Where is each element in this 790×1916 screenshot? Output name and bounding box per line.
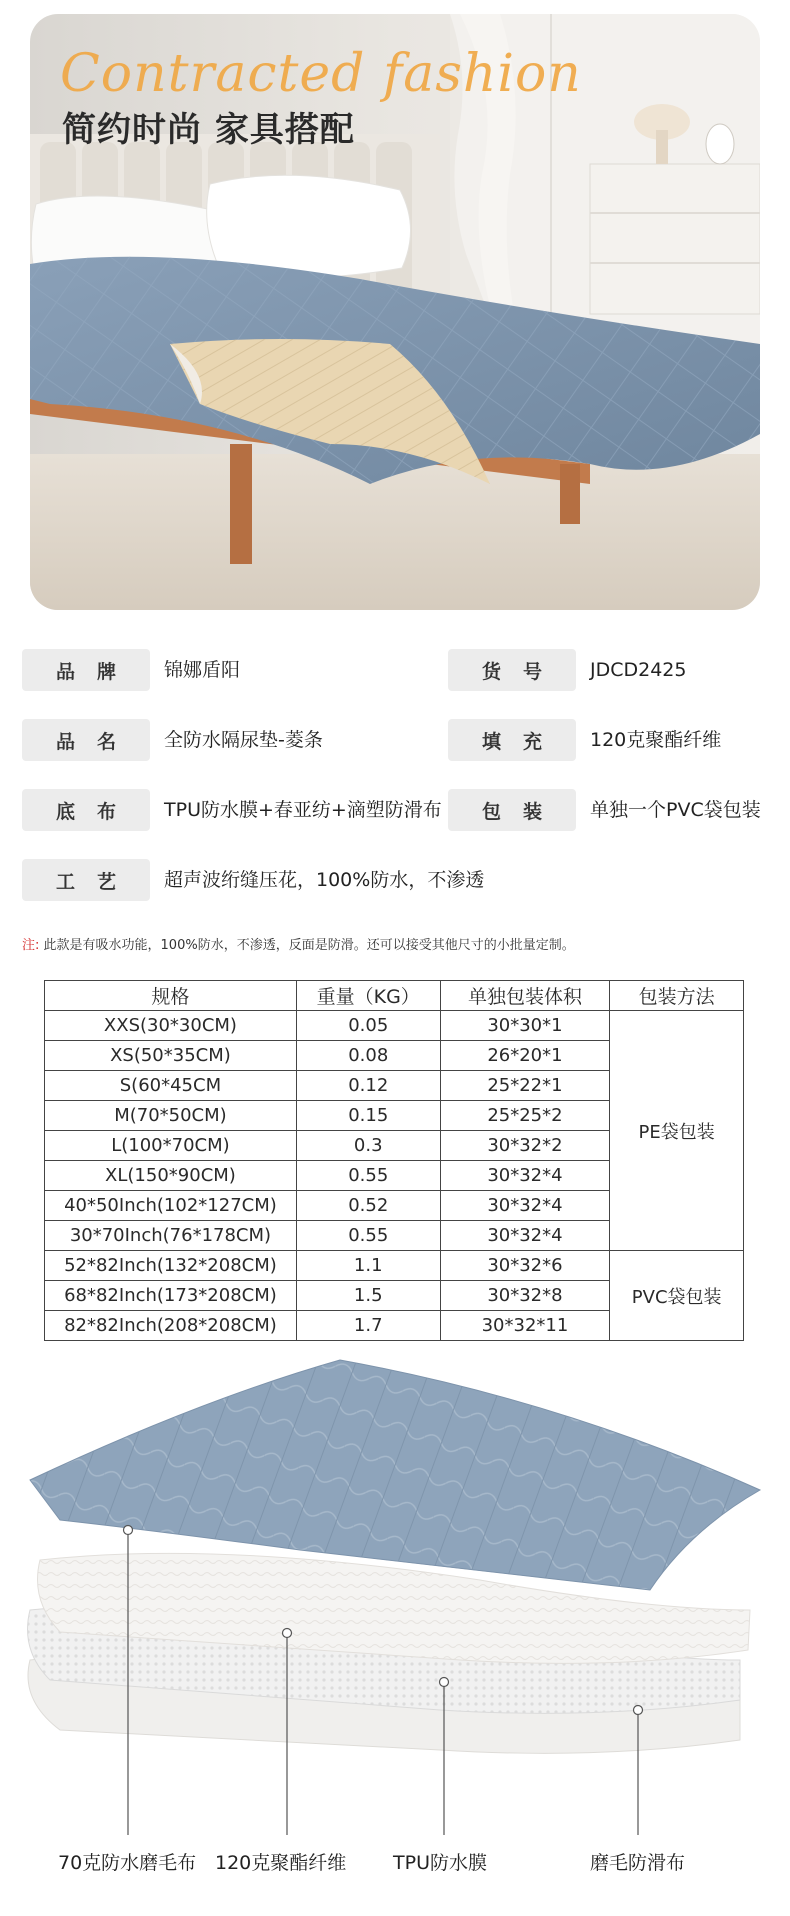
layer-label-top: 70克防水磨毛布 xyxy=(58,1852,197,1874)
spec-row-4 xyxy=(22,859,772,901)
cell-volume: 30*32*4 xyxy=(440,1221,610,1251)
cell-weight: 0.55 xyxy=(296,1161,440,1191)
spec-value-craft: 超声波绗缝压花，100%防水，不渗透 xyxy=(164,869,485,891)
cell-volume: 26*20*1 xyxy=(440,1041,610,1071)
note-text xyxy=(22,934,575,953)
layer-diagram xyxy=(0,1340,790,1912)
header-weight: 重量（KG） xyxy=(296,981,440,1011)
cell-size: XL(150*90CM) xyxy=(45,1161,297,1191)
spec-label-sku: 货号 xyxy=(448,649,576,691)
spec-label-packaging: 包装 xyxy=(448,789,576,831)
cell-weight: 0.55 xyxy=(296,1221,440,1251)
cell-weight: 1.7 xyxy=(296,1311,440,1341)
cell-weight: 0.52 xyxy=(296,1191,440,1221)
cell-size: XS(50*35CM) xyxy=(45,1041,297,1071)
cell-weight: 0.15 xyxy=(296,1101,440,1131)
cell-volume: 30*32*6 xyxy=(440,1251,610,1281)
spec-row-3 xyxy=(22,789,772,831)
hero-script-text: Contracted fashion xyxy=(60,44,582,104)
spec-label-product-name: 品名 xyxy=(22,719,150,761)
cell-volume: 30*32*11 xyxy=(440,1311,610,1341)
size-table xyxy=(44,980,744,1341)
spec-value-filling: 120克聚酯纤维 xyxy=(590,729,722,751)
cell-volume: 25*22*1 xyxy=(440,1071,610,1101)
cell-weight: 1.5 xyxy=(296,1281,440,1311)
hero-image xyxy=(30,14,760,610)
layer-label-tpu: TPU防水膜 xyxy=(393,1852,487,1874)
spec-value-packaging: 单独一个PVC袋包装 xyxy=(590,799,761,821)
cell-size: 30*70Inch(76*178CM) xyxy=(45,1221,297,1251)
spec-row-2 xyxy=(22,719,772,761)
cell-size: XXS(30*30CM) xyxy=(45,1011,297,1041)
cell-volume: 25*25*2 xyxy=(440,1101,610,1131)
spec-label-base-fabric: 底布 xyxy=(22,789,150,831)
header-size: 规格 xyxy=(45,981,297,1011)
cell-volume: 30*32*2 xyxy=(440,1131,610,1161)
note-prefix: 注: xyxy=(22,938,40,953)
cell-size: M(70*50CM) xyxy=(45,1101,297,1131)
cell-size: 52*82Inch(132*208CM) xyxy=(45,1251,297,1281)
table-row xyxy=(45,1251,744,1281)
cell-volume: 30*30*1 xyxy=(440,1011,610,1041)
cell-size: 40*50Inch(102*127CM) xyxy=(45,1191,297,1221)
spec-label-craft: 工艺 xyxy=(22,859,150,901)
cell-weight: 0.05 xyxy=(296,1011,440,1041)
cell-weight: 0.12 xyxy=(296,1071,440,1101)
cell-size: 82*82Inch(208*208CM) xyxy=(45,1311,297,1341)
table-row xyxy=(45,1011,744,1041)
spec-row-1 xyxy=(22,649,772,691)
cell-weight: 0.3 xyxy=(296,1131,440,1161)
layer-label-bottom: 磨毛防滑布 xyxy=(590,1852,686,1874)
spec-value-sku: JDCD2425 xyxy=(590,659,687,681)
spec-label-brand: 品牌 xyxy=(22,649,150,691)
table-header-row xyxy=(45,981,744,1011)
hero-title: 简约时尚 家具搭配 xyxy=(62,110,355,150)
cell-weight: 0.08 xyxy=(296,1041,440,1071)
cell-size: L(100*70CM) xyxy=(45,1131,297,1161)
spec-label-filling: 填充 xyxy=(448,719,576,761)
cell-volume: 30*32*8 xyxy=(440,1281,610,1311)
header-packing-method: 包装方法 xyxy=(610,981,744,1011)
cell-pack-pvc: PVC袋包装 xyxy=(610,1251,744,1341)
spec-value-base-fabric: TPU防水膜+春亚纺+滴塑防滑布 xyxy=(164,799,442,821)
spec-value-product-name: 全防水隔尿垫-菱条 xyxy=(164,729,323,751)
cell-size: S(60*45CM xyxy=(45,1071,297,1101)
cell-weight: 1.1 xyxy=(296,1251,440,1281)
note-body: 此款是有吸水功能，100%防水，不渗透，反面是防滑。还可以接受其他尺寸的小批量定制。 xyxy=(43,938,575,953)
cell-volume: 30*32*4 xyxy=(440,1191,610,1221)
layer-label-filling: 120克聚酯纤维 xyxy=(215,1852,347,1874)
spec-value-brand: 锦娜盾阳 xyxy=(164,659,241,681)
cell-volume: 30*32*4 xyxy=(440,1161,610,1191)
layer-illustration xyxy=(0,1340,790,1912)
header-volume: 单独包装体积 xyxy=(440,981,610,1011)
cell-pack-pe: PE袋包装 xyxy=(610,1011,744,1251)
cell-size: 68*82Inch(173*208CM) xyxy=(45,1281,297,1311)
